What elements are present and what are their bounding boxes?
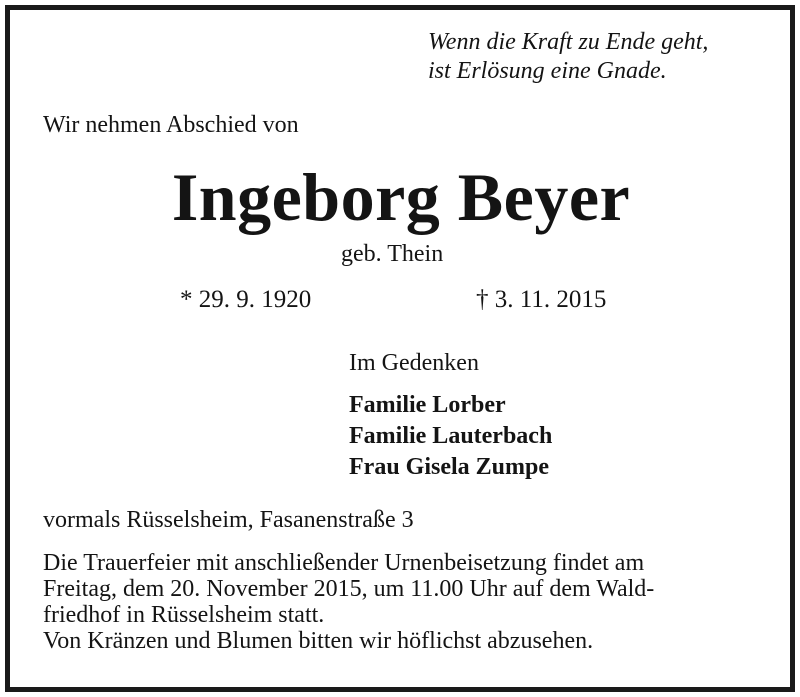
ceremony-line: friedhof in Rüsselsheim statt. [43,602,325,628]
deceased-name: Ingeborg Beyer [171,159,631,235]
mourner: Frau Gisela Zumpe [349,454,550,480]
motto-line: ist Erlösung eine Gnade. [428,58,667,84]
birth-date: * 29. 9. 1920 [180,286,312,313]
ceremony-line: Von Kränzen und Blumen bitten wir höflichst abzusehen. [43,628,594,654]
death-date: † 3. 11. 2015 [476,286,607,313]
mourners-list [349,390,552,483]
maiden-name: geb. Thein [341,241,444,267]
motto-line: Wenn die Kraft zu Ende geht, [428,29,709,55]
mourner: Familie Lauterbach [349,423,553,449]
former-address: vormals Rüsselsheim, Fasanenstraße 3 [43,507,414,533]
mourner: Familie Lorber [349,392,506,418]
intro-text: Wir nehmen Abschied von [43,112,299,138]
ceremony-line: Die Trauerfeier mit anschließender Urnenbeisetzung findet am [43,550,645,576]
motto [428,28,708,86]
ceremony-text [43,550,654,654]
ceremony-line: Freitag, dem 20. November 2015, um 11.00 Uhr auf dem Wald- [43,576,655,602]
in-memory-label: Im Gedenken [349,350,479,376]
